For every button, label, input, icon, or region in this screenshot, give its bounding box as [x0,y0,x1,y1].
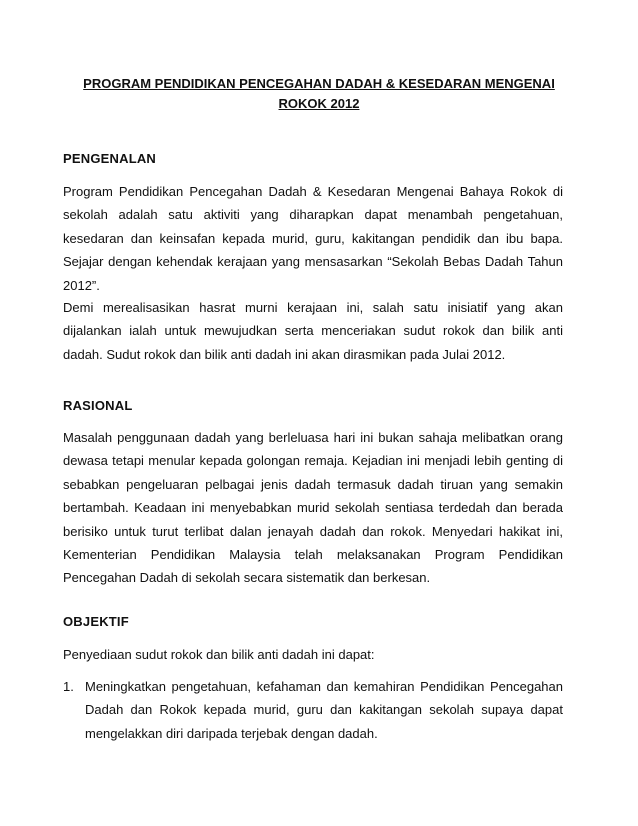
section-heading-objektif: OBJEKTIF [63,614,129,629]
paragraph-pengenalan-2: Demi merealisasikan hasrat murni kerajaan ini, salah satu inisiatif yang akan dijalankan ialah untuk mewujudkan serta menceriakan sudut rokok dan bilik anti dadah. Sudut rokok dan bilik anti dadah ini akan dirasmikan pada Julai 2012. [63,300,563,362]
paragraph-rasional-1: Masalah penggunaan dadah yang berleluasa hari ini bukan sahaja melibatkan orang dewasa tetapi menular kepada golongan remaja. Kejadian ini menjadi lebih genting di sebabkan pengeluaran pelbagai jenis dadah termasuk dadah tiruan yang semakin bertambah. Keadaan ini menyebabkan murid sekolah sentiasa terdedah dan berada berisiko untuk turut terlibat dalan jenayah dadah dan rokok. Menyedari hakikat ini, Kementerian Pendidikan Malaysia telah melaksanakan Program Pendidikan Pencegahan Dadah di sekolah secara sistematik dan berkesan. [63,430,563,586]
list-item-text: Meningkatkan pengetahuan, kefahaman dan kemahiran Pendidikan Pencegahan Dadah dan Rokok kepada murid, guru dan kakitangan sekolah supaya dapat mengelakkan diri daripada terjebak dengan dadah. [85,679,563,741]
document-title-line-2: ROKOK 2012 [278,96,360,111]
objektif-list [63,675,563,745]
section-heading-rasional: RASIONAL [63,398,133,413]
section-heading-pengenalan: PENGENALAN [63,151,157,166]
list-item-marker: 1. [63,679,74,694]
document-title-line-1: PROGRAM PENDIDIKAN PENCEGAHAN DADAH & KESEDARAN MENGENAI [83,76,555,91]
paragraph-objektif-1: Penyediaan sudut rokok dan bilik anti dadah ini dapat: [63,647,375,662]
list-item [63,675,563,745]
paragraph-pengenalan-1: Program Pendidikan Pencegahan Dadah & Kesedaran Mengenai Bahaya Rokok di sekolah adalah satu aktiviti yang diharapkan dapat menambah pengetahuan, kesedaran dan keinsafan kepada murid, guru, kakitangan pendidik dan ibu bapa. Sejajar dengan kehendak kerajaan yang mensasarkan “Sekolah Bebas Dadah Tahun 2012”. [63,184,563,293]
